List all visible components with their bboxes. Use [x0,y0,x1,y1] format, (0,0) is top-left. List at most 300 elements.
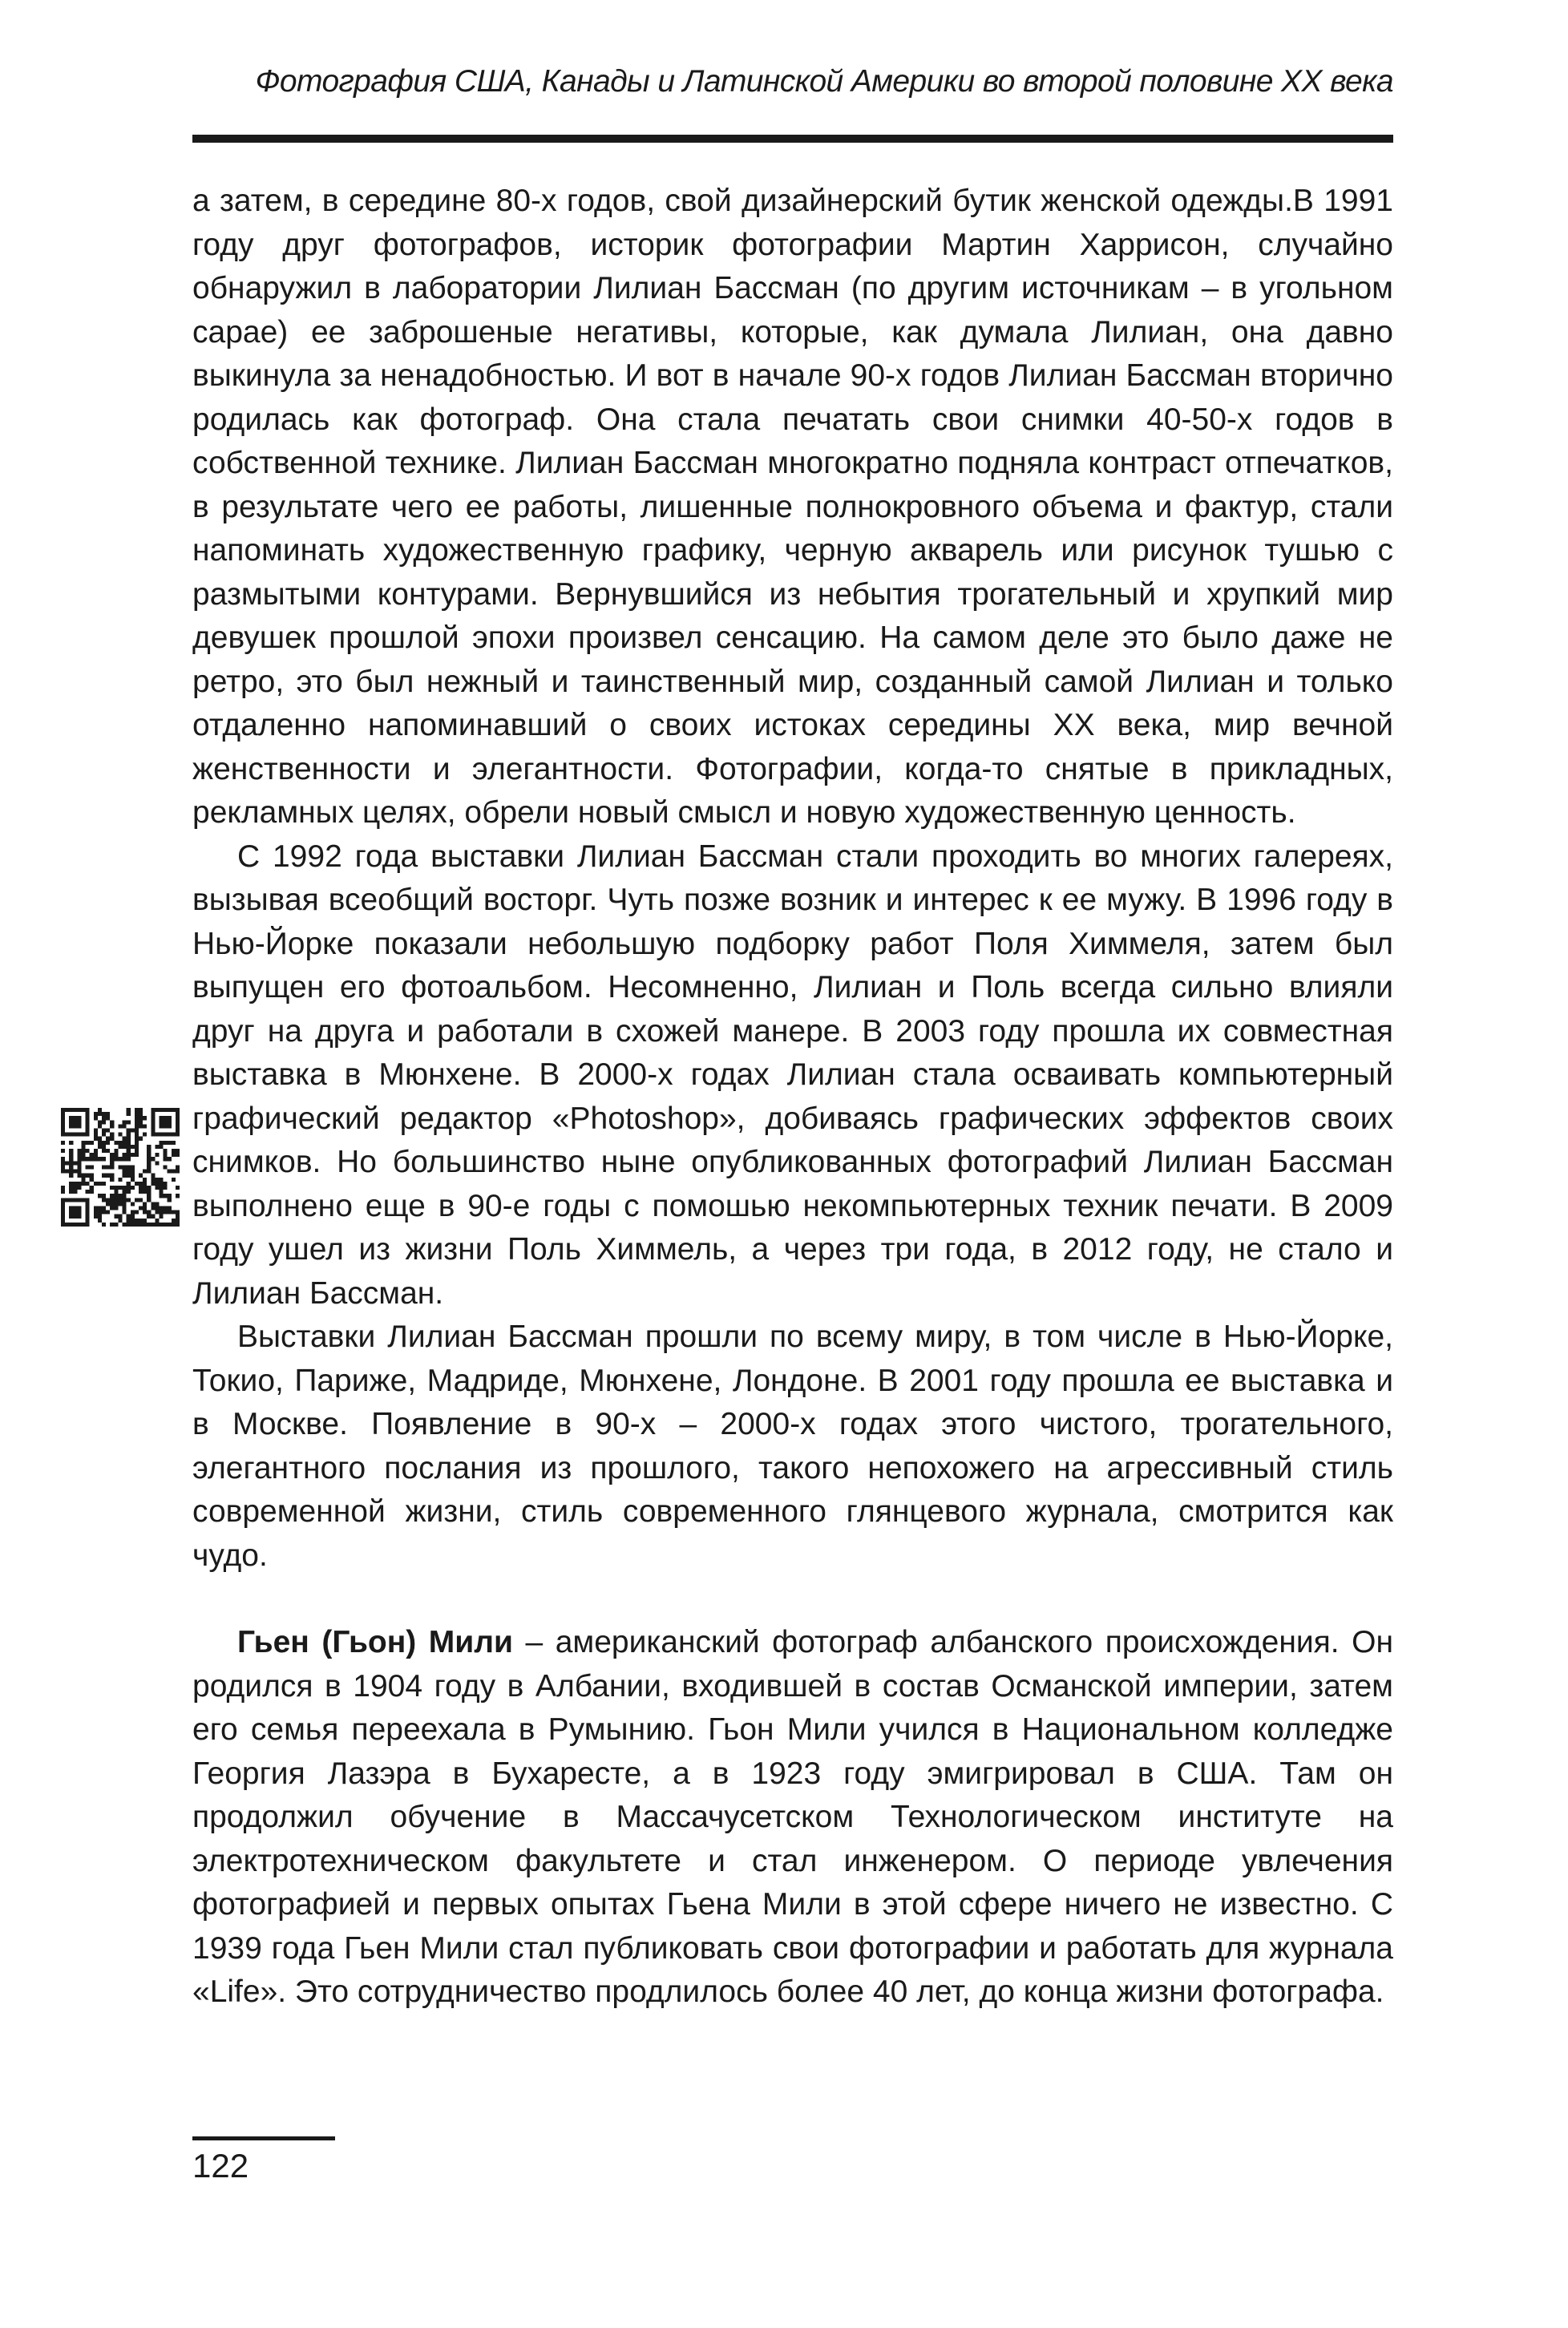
qr-module [176,1223,180,1227]
qr-module [143,1210,147,1215]
qr-module [143,1219,147,1223]
qr-module [159,1210,163,1215]
qr-module [118,1157,122,1161]
qr-module [135,1219,139,1223]
qr-module [131,1186,135,1190]
qr-module [69,1141,73,1145]
qr-module [151,1223,155,1227]
qr-module [151,1157,155,1161]
qr-module [102,1157,106,1161]
qr-module [135,1149,139,1153]
qr-module [155,1223,159,1227]
qr-module [147,1215,151,1219]
qr-module [164,1149,168,1153]
qr-module [98,1219,102,1223]
qr-module [143,1124,147,1128]
qr-module [98,1108,102,1112]
qr-module [77,1161,81,1165]
qr-module [90,1178,94,1182]
qr-module [168,1141,172,1145]
qr-module [73,1182,77,1186]
qr-module [172,1141,176,1145]
qr-module [159,1178,163,1182]
qr-module [90,1141,94,1145]
qr-module [118,1124,122,1128]
page-number: 122 [192,2147,249,2185]
qr-module [168,1223,172,1227]
qr-module [61,1186,65,1190]
qr-module [159,1215,163,1219]
qr-module [82,1174,86,1178]
qr-module [127,1129,131,1133]
qr-module [139,1137,143,1141]
qr-module [82,1178,86,1182]
qr-module [123,1186,127,1190]
qr-module [110,1223,114,1227]
qr-module [114,1153,118,1157]
paragraph-bio [192,1621,1393,2015]
qr-module [102,1210,106,1215]
qr-module [127,1174,131,1178]
qr-module [118,1133,122,1137]
qr-module [110,1120,114,1124]
qr-module [135,1198,139,1202]
qr-module [102,1112,106,1116]
qr-module [176,1194,180,1198]
qr-module [102,1198,106,1202]
qr-module [139,1206,143,1210]
qr-module [131,1223,135,1227]
qr-module [110,1124,114,1128]
qr-module [147,1157,151,1161]
qr-module [118,1219,122,1223]
qr-module [90,1157,94,1161]
bio-text: – американский фотограф албанского происхождения. Он родился в 1904 году в Албании, входившей в состав Османской империи, затем его семья переехала в Румынию. Гьон Мили учился в Национальном колледже Георгия Лазэра в Бухаресте, а в 1923 году эмигрировал в США. Там он продолжил обучение в Массачусетском Технологическом институте на электротехническом факультете и стал инженером. О периоде увлечения фотографией и первых опытах Гьена Мили в этой сфере ничего не известно. С 1939 года Гьен Мили стал публиковать свои фотографии и работать для журнала «Life». Это сотрудничество продлилось более 40 лет, до конца жизни фотографа. [192,1625,1394,2009]
qr-module [98,1182,102,1186]
qr-module [69,1149,73,1153]
qr-module [159,1182,163,1186]
qr-module [123,1145,127,1149]
qr-module [151,1202,155,1206]
qr-module [114,1206,118,1210]
qr-module [159,1206,163,1210]
qr-module [123,1137,127,1141]
qr-module [110,1137,114,1141]
qr-module [102,1206,106,1210]
qr-module [164,1182,168,1186]
qr-module [139,1182,143,1186]
qr-module [106,1141,110,1145]
qr-module [86,1174,90,1178]
qr-module [135,1145,139,1149]
qr-module [98,1112,102,1116]
qr-module [86,1165,90,1169]
qr-module [151,1215,155,1219]
qr-module [164,1141,168,1145]
paragraph-3: Выставки Лилиан Бассман прошли по всему миру, в том числе в Нью-Йорке, Токио, Париже, Мадриде, Мюнхене, Лондоне. В 2001 году прошла ее выставка и в Москве. Появление в 90-х – 2000-х годах этого чистого, трогательного, элегантного послания из прошлого, такого непохожего на агрессивный стиль современной жизни, стиль современного глянцевого журнала, смотрится как чудо. [192,1320,1393,1573]
qr-module [110,1202,114,1206]
qr-module [143,1202,147,1206]
qr-module [106,1174,110,1178]
qr-module [172,1219,176,1223]
qr-module [118,1194,122,1198]
qr-module [127,1215,131,1219]
running-title: Фотография США, Канады и Латинской Америки во второй половине XX века [255,64,1393,99]
qr-module [73,1170,77,1174]
qr-module [155,1219,159,1223]
qr-module [143,1206,147,1210]
qr-module [114,1215,118,1219]
qr-module [172,1149,176,1153]
qr-module [98,1124,102,1128]
qr-module [69,1161,73,1165]
qr-module [164,1206,168,1210]
qr-module [114,1141,118,1145]
qr-module [139,1190,143,1194]
qr-module [139,1186,143,1190]
qr-module [102,1120,106,1124]
qr-module [147,1145,151,1149]
qr-module [82,1153,86,1157]
qr-module [94,1133,98,1137]
qr-module [123,1170,127,1174]
qr-module [151,1174,155,1178]
qr-module [147,1194,151,1198]
qr-module [106,1198,110,1202]
qr-module [110,1165,114,1169]
qr-module [73,1190,77,1194]
qr-module [98,1215,102,1219]
qr-module [123,1190,127,1194]
qr-module [123,1206,127,1210]
qr-module [151,1206,155,1210]
qr-module [147,1153,151,1157]
qr-module [102,1165,106,1169]
qr-module [77,1149,81,1153]
qr-module [102,1149,106,1153]
qr-module [164,1157,168,1161]
qr-module [139,1124,143,1128]
qr-module [135,1124,139,1128]
qr-module [127,1157,131,1161]
qr-module [135,1210,139,1215]
qr-module [155,1161,159,1165]
qr-module [155,1178,159,1182]
qr-module [110,1186,114,1190]
qr-module [118,1215,122,1219]
qr-module [176,1219,180,1223]
qr-module [123,1223,127,1227]
qr-module [123,1174,127,1178]
qr-module [102,1194,106,1198]
qr-module [98,1120,102,1124]
qr-module [127,1182,131,1186]
qr-module [102,1145,106,1149]
qr-module [147,1149,151,1153]
qr-module [131,1215,135,1219]
qr-module [172,1153,176,1157]
qr-module [131,1178,135,1182]
qr-module [172,1178,176,1182]
qr-module [151,1182,155,1186]
qr-module [61,1157,65,1161]
qr-module [172,1210,176,1215]
qr-module [102,1182,106,1186]
qr-module [164,1210,168,1215]
qr-module [102,1141,106,1145]
qr-module [82,1145,86,1149]
qr-module [69,1190,73,1194]
main-text [192,180,1393,2015]
qr-module [155,1202,159,1206]
qr-module [131,1129,135,1133]
qr-module [127,1165,131,1169]
qr-module [118,1178,122,1182]
qr-module [98,1206,102,1210]
qr-module [155,1206,159,1210]
qr-module [77,1174,81,1178]
qr-module [176,1210,180,1215]
qr-module [114,1202,118,1206]
qr-module [69,1182,73,1186]
footer-rule [192,2136,335,2140]
qr-module [147,1186,151,1190]
qr-module [131,1174,135,1178]
qr-module [164,1223,168,1227]
qr-module [127,1190,131,1194]
qr-module [139,1108,143,1112]
qr-module [147,1190,151,1194]
qr-module [127,1137,131,1141]
qr-module [135,1120,139,1124]
qr-module [139,1198,143,1202]
qr-module [139,1112,143,1116]
qr-module [110,1161,114,1165]
qr-module [127,1219,131,1223]
qr-module [123,1157,127,1161]
qr-module [110,1206,114,1210]
qr-module [69,1186,73,1190]
qr-module [61,1141,65,1145]
qr-module [94,1157,98,1161]
qr-module [82,1141,86,1145]
qr-module [127,1153,131,1157]
qr-module [98,1210,102,1215]
qr-module [73,1161,77,1165]
qr-module [123,1210,127,1215]
qr-module [61,1170,65,1174]
qr-module [118,1165,122,1169]
qr-module [131,1165,135,1169]
qr-module [106,1112,110,1116]
qr-module [143,1186,147,1190]
qr-module [61,1161,65,1165]
qr-module [114,1198,118,1202]
qr-module [127,1133,131,1137]
qr-module [159,1190,163,1194]
qr-module [139,1120,143,1124]
qr-module [102,1174,106,1178]
qr-module [114,1223,118,1227]
qr-module [94,1206,98,1210]
qr-module [90,1190,94,1194]
qr-module [86,1149,90,1153]
qr-module [61,1190,65,1194]
qr-module [77,1186,81,1190]
qr-module [110,1157,114,1161]
qr-module [114,1194,118,1198]
qr-module [127,1170,131,1174]
qr-module [86,1141,90,1145]
qr-module [143,1182,147,1186]
qr-module [118,1145,122,1149]
qr-module [94,1153,98,1157]
qr-module [147,1223,151,1227]
qr-module [69,1170,73,1174]
qr-module [127,1223,131,1227]
qr-module [77,1182,81,1186]
qr-module [123,1124,127,1128]
qr-module [114,1149,118,1153]
qr-module [98,1137,102,1141]
qr-module [118,1202,122,1206]
qr-module [123,1198,127,1202]
qr-module [147,1170,151,1174]
qr-module [110,1153,114,1157]
qr-module [90,1153,94,1157]
qr-module [131,1210,135,1215]
qr-module [77,1170,81,1174]
qr-module [168,1170,172,1174]
qr-module [139,1223,143,1227]
qr-module [168,1157,172,1161]
qr-module [69,1153,73,1157]
qr-module [82,1182,86,1186]
qr-module [94,1215,98,1219]
qr-module [164,1186,168,1190]
qr-module [86,1190,90,1194]
qr-module [176,1149,180,1153]
qr-module [176,1170,180,1174]
qr-module [139,1116,143,1120]
qr-module [98,1157,102,1161]
bio-name: Гьен (Гьон) Мили [237,1625,514,1659]
qr-module [155,1186,159,1190]
qr-module [86,1157,90,1161]
qr-module [164,1194,168,1198]
qr-module [127,1149,131,1153]
qr-module [102,1129,106,1133]
qr-module [110,1133,114,1137]
qr-module [118,1186,122,1190]
qr-module [82,1149,86,1153]
qr-module [176,1153,180,1157]
qr-module [86,1182,90,1186]
qr-module [147,1165,151,1169]
qr-module [131,1219,135,1223]
qr-module [65,1161,69,1165]
qr-module [172,1170,176,1174]
qr-module [98,1194,102,1198]
qr-module [168,1194,172,1198]
qr-module [135,1182,139,1186]
qr-code[interactable] [61,1108,180,1227]
qr-module [135,1133,139,1137]
qr-module [135,1129,139,1133]
qr-module [61,1165,65,1169]
qr-module [176,1215,180,1219]
qr-module [123,1202,127,1206]
qr-module [123,1141,127,1145]
qr-module [131,1202,135,1206]
qr-module [143,1223,147,1227]
qr-module [82,1157,86,1161]
qr-module [168,1198,172,1202]
qr-module [106,1137,110,1141]
qr-module [155,1145,159,1149]
paragraph-2: С 1992 года выставки Лилиан Бассман стали проходить во многих галереях, вызывая всеобщий восторг. Чуть позже возник и интерес к ее мужу. В 1996 году в Нью-Йорке показали небольшую подборку работ Поля Химмеля, затем был выпущен его фотоальбом. Несомненно, Лилиан и Поль всегда сильно влияли друг на друга и работали в схожей манере. В 2003 году прошла их совместная выставка в Мюнхене. В 2000-х годах Лилиан стала осваивать компьютерный графический редактор «Photoshop», добиваясь графических эффектов своих снимков. Но большинство ныне опубликованных фотографий Лилиан Бассман выполнено еще в 90-е годы с помошью некомпьютерных техник печати. В 2009 году ушел из жизни Поль Химмель, а через три года, в 2012 году, не стало и Лилиан Бассман. [192,839,1393,1311]
qr-module [127,1186,131,1190]
qr-module [69,1157,73,1161]
qr-module [155,1153,159,1157]
qr-module [98,1141,102,1145]
qr-module [110,1194,114,1198]
qr-module [61,1149,65,1153]
qr-module [143,1190,147,1194]
qr-module [164,1165,168,1169]
qr-module [176,1186,180,1190]
header-rule [192,135,1393,143]
qr-module [110,1198,114,1202]
qr-module [147,1161,151,1165]
section-gap [192,1578,1393,1621]
qr-module [159,1141,163,1145]
qr-module [94,1116,98,1120]
qr-module [143,1170,147,1174]
qr-module [131,1145,135,1149]
qr-module [155,1182,159,1186]
qr-module [94,1210,98,1215]
qr-module [118,1141,122,1145]
qr-module [147,1210,151,1215]
qr-module [114,1186,118,1190]
qr-module [118,1198,122,1202]
qr-module [143,1116,147,1120]
qr-module [106,1210,110,1215]
qr-module [94,1137,98,1141]
qr-module [139,1219,143,1223]
qr-module [106,1149,110,1153]
qr-module [123,1153,127,1157]
qr-module [106,1116,110,1120]
qr-module [123,1194,127,1198]
qr-module [94,1112,98,1116]
qr-module [135,1141,139,1145]
qr-module [135,1153,139,1157]
qr-module [127,1198,131,1202]
qr-module [172,1223,176,1227]
qr-module [147,1198,151,1202]
qr-module [98,1145,102,1149]
qr-module [94,1149,98,1153]
qr-module [176,1165,180,1169]
qr-module [159,1186,163,1190]
qr-module [65,1170,69,1174]
qr-module [159,1194,163,1198]
qr-module [106,1165,110,1169]
qr-module [143,1178,147,1182]
qr-module [110,1178,114,1182]
